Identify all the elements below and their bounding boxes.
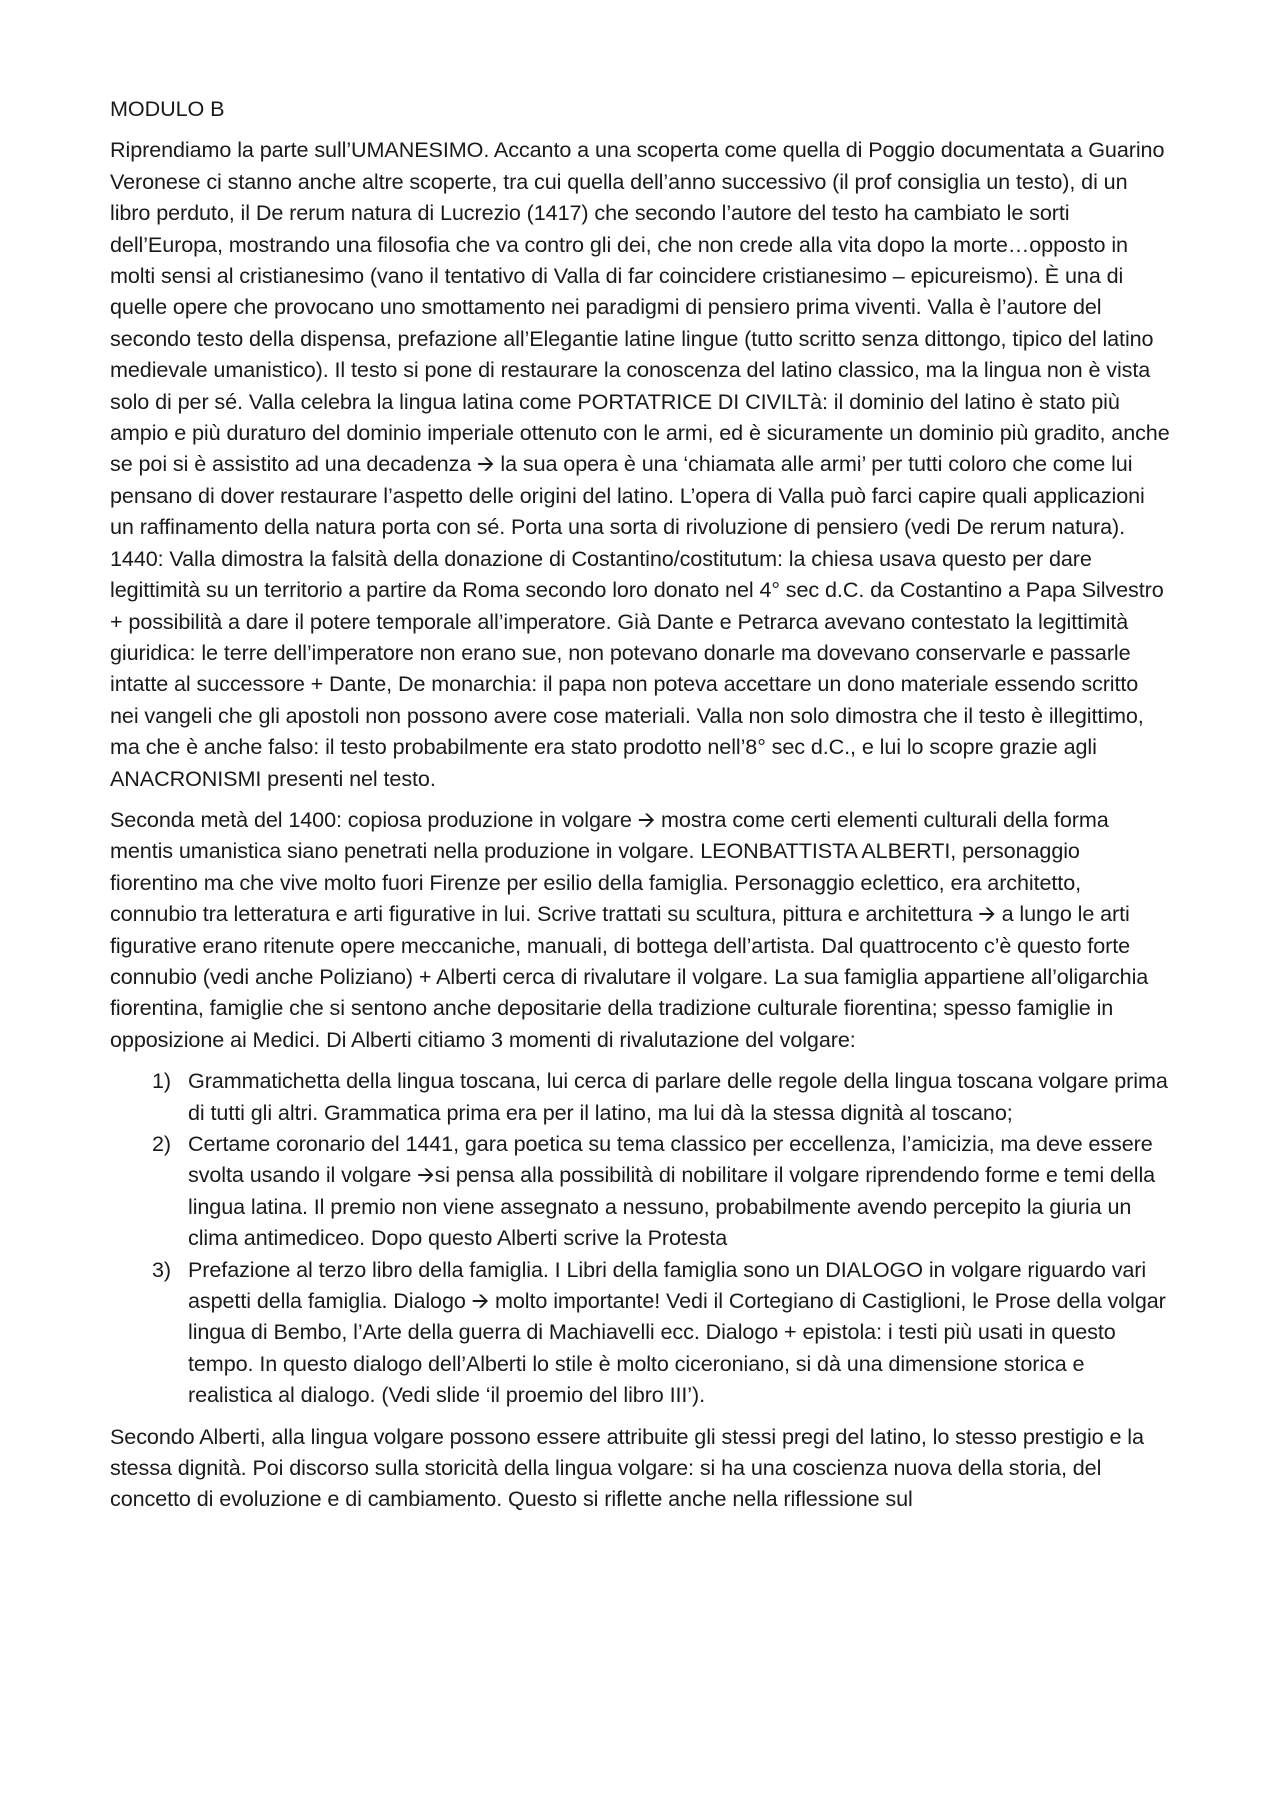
list-item-number: 3) bbox=[152, 1256, 172, 1282]
paragraph-alberti-volgare: Seconda metà del 1400: copiosa produzione in volgare 🡪 mostra come certi elementi culturali della forma mentis umanistica siano penetrati nella produzione in volgare. LEONBATTISTA ALBERTI, personaggio fiorentino ma che vive molto fuori Firenze per esilio della famiglia. Personaggio eclettico, era architetto, connubio tra letteratura e arti figurative in lui. Scrive trattati su scultura, pittura e architettura 🡪 a lungo le arti figurative erano ritenute opere meccaniche, manuali, di bottega dell’artista. Dal quattrocento c’è questo forte connubio (vedi anche Poliziano) + Alberti cerca di rivalutare il volgare. La sua famiglia appartiene all’oligarchia fiorentina, famiglie che si sentono anche depositarie della tradizione culturale fiorentina; spesso famiglie in opposizione ai Medici. Di Alberti citiamo 3 momenti di rivalutazione del volgare: bbox=[110, 806, 1149, 1052]
list-item bbox=[110, 1254, 1170, 1411]
list-item-number: 1) bbox=[152, 1068, 172, 1094]
page-title: MODULO B bbox=[110, 96, 225, 121]
alberti-moments-list bbox=[110, 1065, 1170, 1410]
list-item bbox=[110, 1065, 1170, 1128]
document-body bbox=[110, 93, 1170, 1525]
list-item bbox=[110, 1128, 1170, 1254]
list-item-text: Prefazione al terzo libro della famiglia. I Libri della famiglia sono un DIALOGO in volgare riguardo vari aspetti della famiglia. Dialogo 🡪 molto importante! Vedi il Cortegiano di Castiglioni, le Prose della volgar lingua di Bembo, l’Arte della guerra di Machiavelli ecc. Dialogo + epistola: i testi più usati in questo tempo. In questo dialogo dell’Alberti lo stile è molto ciceroniano, si dà una dimensione storica e realistica al dialogo. (Vedi slide ‘il proemio del libro III’). bbox=[188, 1256, 1166, 1408]
list-item-text: Grammatichetta della lingua toscana, lui cerca di parlare delle regole della lingua toscana volgare prima di tutti gli altri. Grammatica prima era per il latino, ma lui dà la stessa dignità al toscano; bbox=[188, 1068, 1168, 1125]
paragraph-umanesimo-valla: Riprendiamo la parte sull’UMANESIMO. Accanto a una scoperta come quella di Poggio documentata a Guarino Veronese ci stanno anche altre scoperte, tra cui quella dell’anno successivo (il prof consiglia un testo), di un libro perduto, il De rerum natura di Lucrezio (1417) che secondo l’autore del testo ha cambiato le sorti dell’Europa, mostrando una filosofia che va contro gli dei, che non crede alla vita dopo la morte…opposto in molti sensi al cristianesimo (vano il tentativo di Valla di far coincidere cristianesimo – epicureismo). È una di quelle opere che provocano uno smottamento nei paradigmi di pensiero prima viventi. Valla è l’autore del secondo testo della dispensa, prefazione all’Elegantie latine lingue (tutto scritto senza dittongo, tipico del latino medievale umanistico). Il testo si pone di restaurare la conoscenza del latino classico, ma la lingua non è vista solo di per sé. Valla celebra la lingua latina come PORTATRICE DI CIVILTà: il dominio del latino è stato più ampio e più duraturo del dominio imperiale ottenuto con le armi, ed è sicuramente un dominio più gradito, anche se poi si è assistito ad una decadenza 🡪 la sua opera è una ‘chiamata alle armi’ per tutti coloro che come lui pensano di dover restaurare l’aspetto delle origini del latino. L’opera di Valla può farci capire quali applicazioni un raffinamento della natura porta con sé. Porta una sorta di rivoluzione di pensiero (vedi De rerum natura). 1440: Valla dimostra la falsità della donazione di Costantino/costitutum: la chiesa usava questo per dare legittimità su un territorio a partire da Roma secondo loro donato nel 4° sec d.C. da Costantino a Papa Silvestro + possibilità a dare il potere temporale all’imperatore. Già Dante e Petrarca avevano contestato la legittimità giuridica: le terre dell’imperatore non erano sue, non potevano donarle ma dovevano conservarle e passarle intatte al successore + Dante, De monarchia: il papa non poteva accettare un dono materiale essendo scritto nei vangeli che gli apostoli non possono avere cose materiali. Valla non solo dimostra che il testo è illegittimo, ma che è anche falso: il testo probabilmente era stato prodotto nell’8° sec d.C., e lui lo scopre grazie agli ANACRONISMI presenti nel testo. bbox=[110, 137, 1170, 791]
list-item-text: Certame coronario del 1441, gara poetica su tema classico per eccellenza, l’amicizia, ma deve essere svolta usando il volgare 🡪si pensa alla possibilità di nobilitare il volgare riprendendo forme e temi della lingua latina. Il premio non viene assegnato a nessuno, probabilmente avendo percepito la giuria un clima antimediceo. Dopo questo Alberti scrive la Protesta bbox=[188, 1131, 1156, 1251]
list-item-number: 2) bbox=[152, 1131, 172, 1156]
paragraph-storicita-volgare: Secondo Alberti, alla lingua volgare possono essere attribuite gli stessi pregi del latino, lo stesso prestigio e la stessa dignità. Poi discorso sulla storicità della lingua volgare: si ha una coscienza nuova della storia, del concetto di evoluzione e di cambiamento. Questo si riflette anche nella riflessione sul bbox=[110, 1423, 1144, 1512]
